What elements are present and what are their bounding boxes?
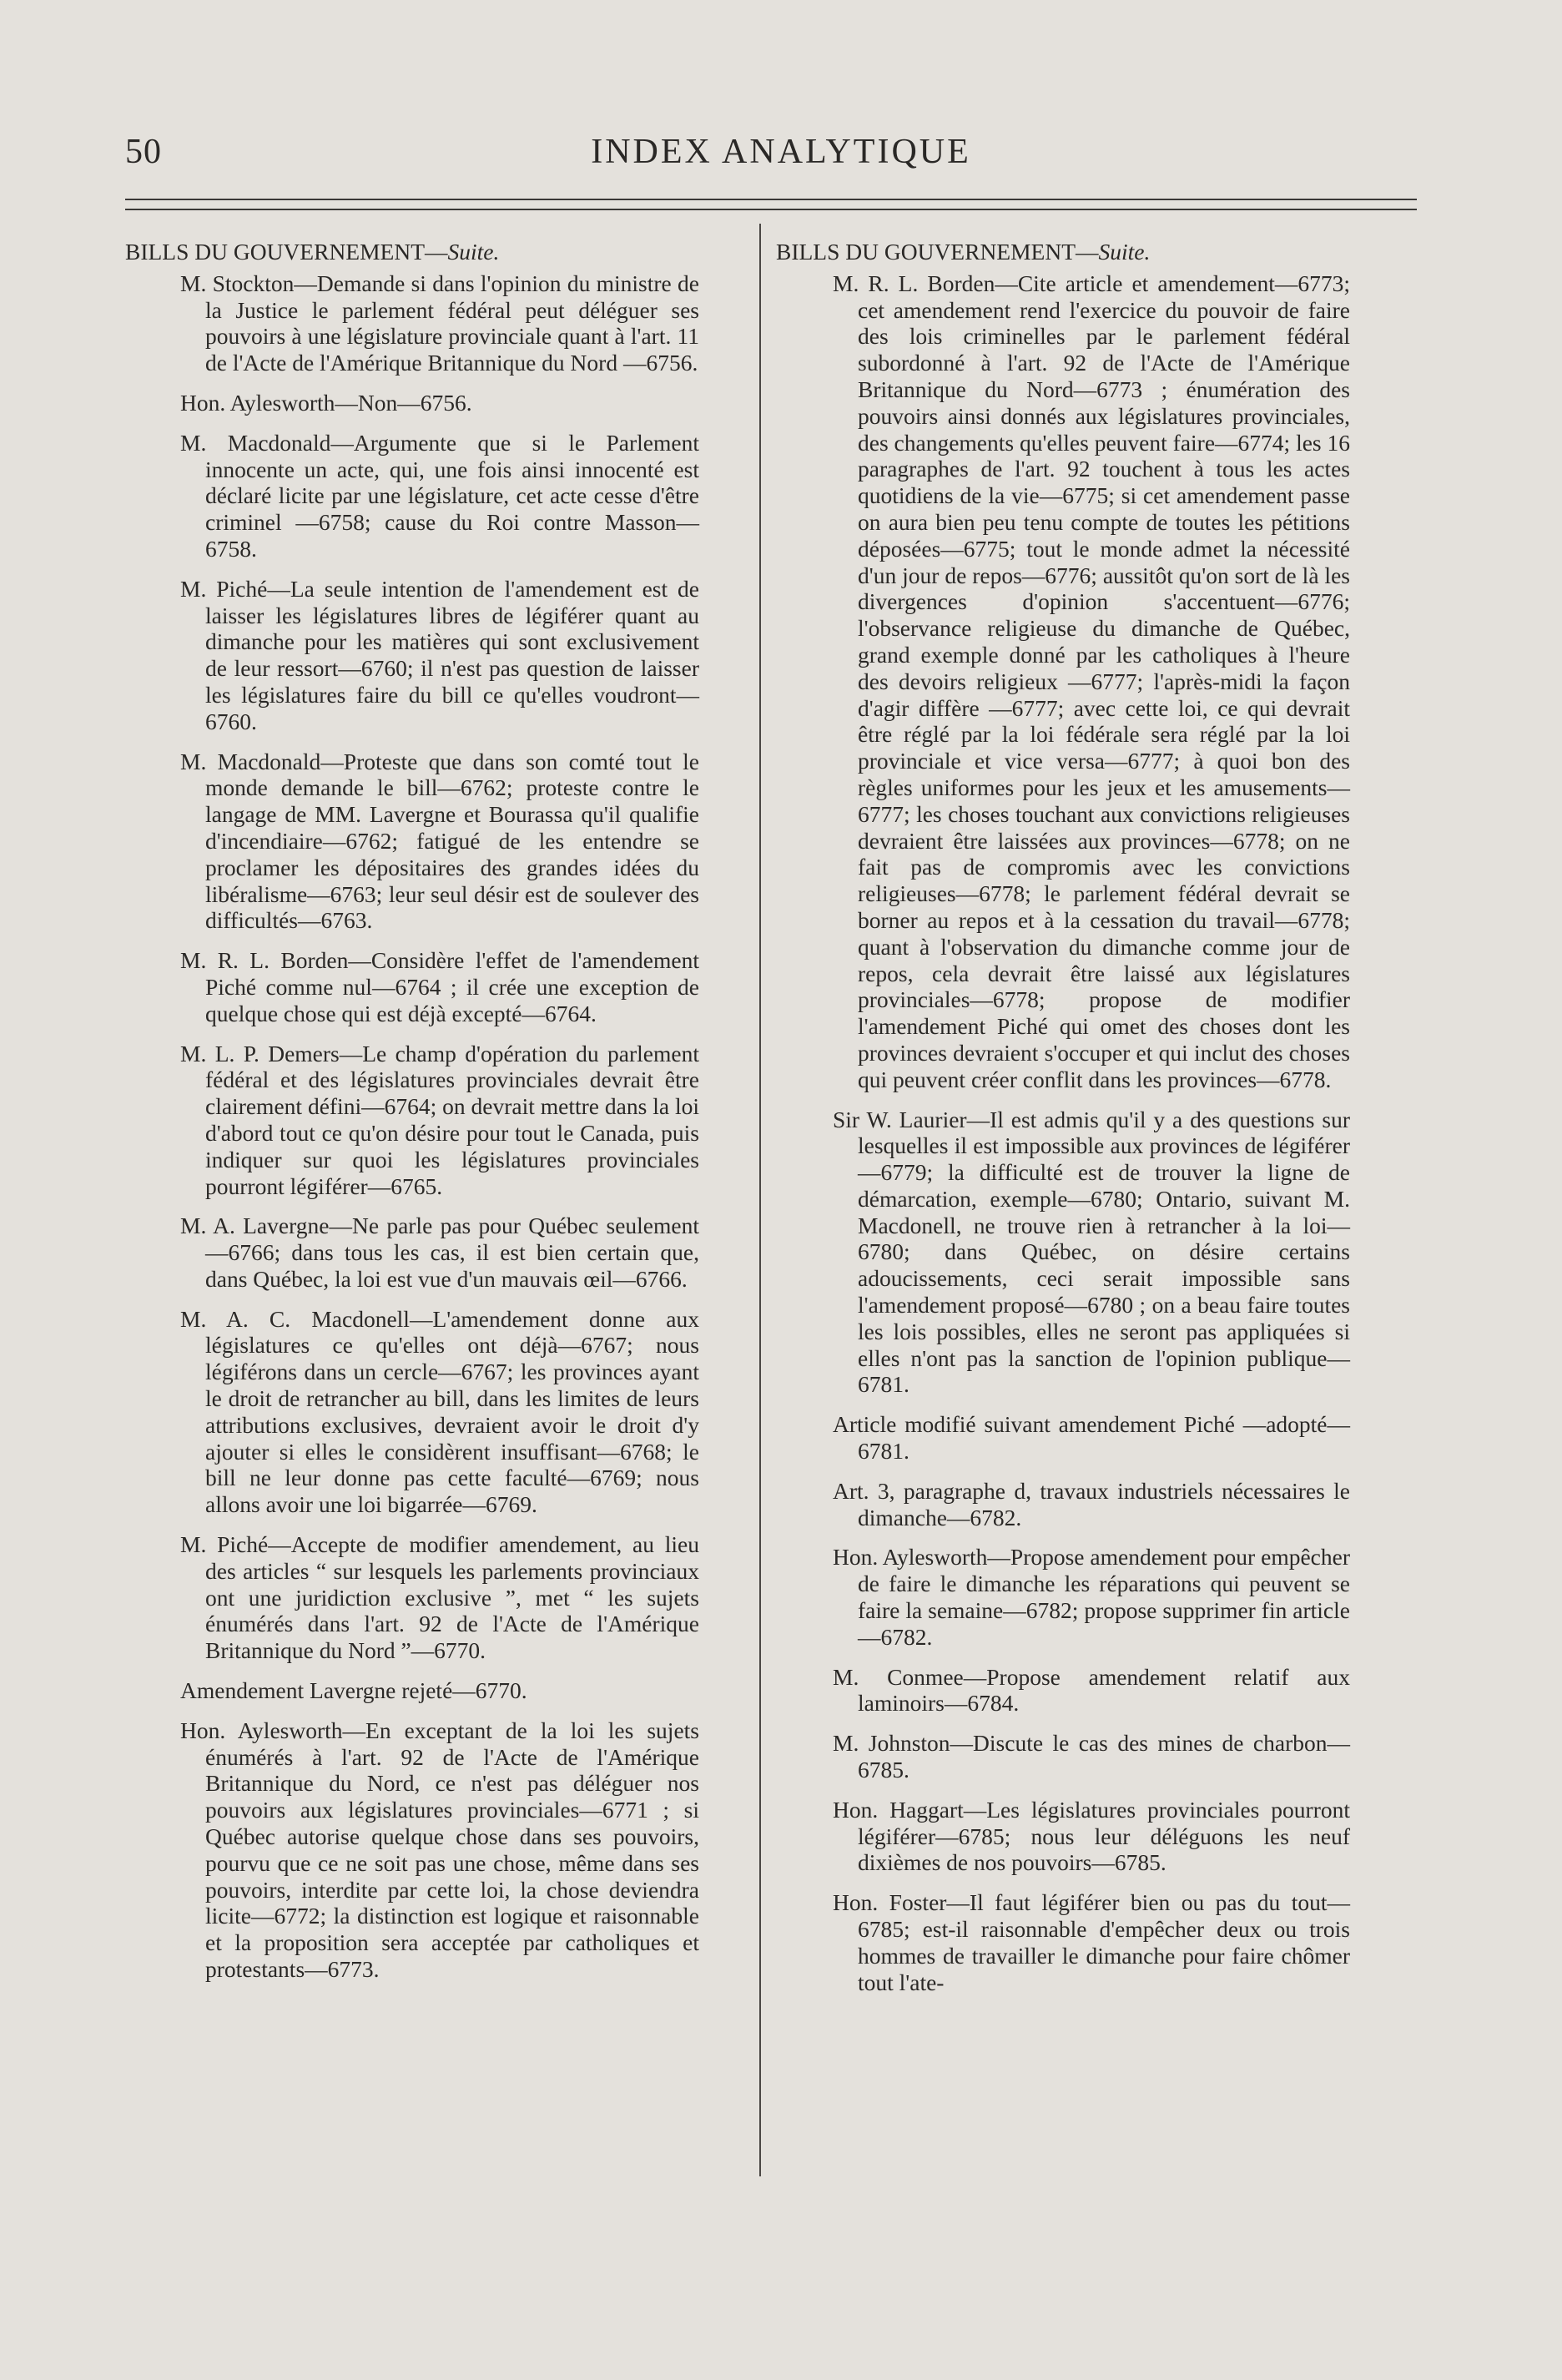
index-entry: Hon. Aylesworth—En exceptant de la loi les sujets énumérés à l'art. 92 de l'Acte de l'Amérique Britannique du Nord, ce n'est pas déléguer nos pouvoirs aux législatures provinciales—6771 ; si Québec autorise quelque chose dans ses pouvoirs, pourvu que ce ne soit pas une chose, même dans ses pouvoirs, interdite par cette loi, la chose deviendra licite—6772; la distinction est logique et raisonnable et la proposition sera acceptée par catholiques et protestants—6773. (180, 1717, 699, 1983)
index-entry: M. Conmee—Propose amendement relatif aux laminoirs—6784. (833, 1663, 1350, 1717)
index-entry: Hon. Aylesworth—Propose amendement pour empêcher de faire le dimanche les réparations qui peuvent se faire la semaine—6782; propose supprimer fin article—6782. (833, 1544, 1350, 1650)
page-number: 50 (125, 133, 162, 171)
index-entry: Hon. Haggart—Les législatures provinciales pourront légiférer—6785; nous leur déléguons les neuf dixièmes de nos pouvoirs—6785. (833, 1796, 1350, 1876)
index-entry: Sir W. Laurier—Il est admis qu'il y a des questions sur lesquelles il est impossible aux provinces de légiférer—6779; la difficulté est de trouver la ligne de démarcation, exemple—6780; Ontario, suivant M. Macdonell, ne trouve rien à retrancher à la loi—6780; dans Québec, on désire certains adoucissements, ceci serait impossible sans l'amendement proposé—6780 ; on a beau faire toutes les lois possibles, elles ne seront pas appliquées si elles n'ont pas la sanction de l'opinion publique—6781. (833, 1106, 1350, 1398)
index-entry: M. R. L. Borden—Cite article et amendement—6773; cet amendement rend l'exercice du pouvoir de faire des lois criminelles par le parlement fédéral subordonné à l'art. 92 de l'Acte de l'Amérique Britannique du Nord—6773 ; énumération des pouvoirs ainsi donnés aux législatures provinciales, des changements qu'elles peuvent faire—6774; les 16 paragraphes de l'art. 92 touchent à tous les actes quotidiens de la vie—6775; si cet amendement passe on aura bien peu tenu compte de toutes les pétitions déposées—6775; tout le monde admet la nécessité d'un jour de repos—6776; aussitôt qu'on sort de là les divergences d'opinion s'accentuent—6776; l'observance religieuse du dimanche de Québec, grand exemple donné par les catholiques à l'heure des devoirs religieux —6777; l'après-midi la façon d'agir diffère —6777; avec cette loi, ce qui devrait être réglé par la loi fédérale sera réglé par la loi provinciale et vice versa—6777; à quoi bon des règles uniformes pour les jeux et les amusements—6777; les choses touchant aux convictions religieuses devraient être laissées aux provinces—6778; on ne fait pas de compromis avec les convictions religieuses—6778; le parlement fédéral devrait se borner au repos et à la cessation du travail—6778; quant à l'observation du dimanche comme jour de repos, cela devrait être laissé aux législatures provinciales—6778; propose de modifier l'amendement Piché qui omet des choses dont les provinces devraient s'occuper et qui inclut des choses qui peuvent créer conflit dans les provinces—6778. (833, 270, 1350, 1092)
index-entry: M. Johnston—Discute le cas des mines de charbon—6785. (833, 1730, 1350, 1783)
index-entry: Art. 3, paragraphe d, travaux industriels nécessaires le dimanche—6782. (833, 1477, 1350, 1530)
index-entry: M. Macdonald—Argumente que si le Parlement innocente un acte, qui, une fois ainsi innocenté est déclaré licite par une législature, cet acte cesse d'être criminel —6758; cause du Roi contre Masson—6758. (180, 429, 699, 562)
index-entry: Hon. Aylesworth—Non—6756. (180, 389, 472, 416)
column-divider (759, 224, 761, 2176)
header-rule (125, 199, 1417, 200)
section-heading: BILLS DU GOUVERNEMENT—Suite. (776, 239, 1151, 265)
index-entry: Amendement Lavergne rejeté—6770. (180, 1677, 527, 1704)
index-entry: M. L. P. Demers—Le champ d'opération du parlement fédéral et des législatures provinciales devrait être clairement défini—6764; on devrait mettre dans la loi d'abord tout ce qu'on désire pour tout le Canada, puis indiquer sur quoi les législatures provinciales pourront légiférer—6765. (180, 1040, 699, 1199)
index-entry: M. Piché—La seule intention de l'amendement est de laisser les législatures libres de légiférer quant au dimanche pour les matières qui sont exclusivement de leur ressort—6760; il n'est pas question de laisser les législatures faire du bill ce qu'elles voudront—6760. (180, 575, 699, 734)
index-entry: Article modifié suivant amendement Piché —adopté—6781. (833, 1411, 1350, 1465)
right-column (776, 239, 1350, 2009)
index-entry: M. Macdonald—Proteste que dans son comté tout le monde demande le bill—6762; proteste contre le langage de MM. Lavergne et Bourassa qu'il qualifie d'incendiaire—6762; fatigué de les entendre se proclamer les dépositaires des grandes idées du libéralisme—6763; leur seul désir est de soulever des difficultés—6763. (180, 748, 699, 934)
index-entry: M. A. Lavergne—Ne parle pas pour Québec seulement—6766; dans tous les cas, il est bien certain que, dans Québec, la loi est vue d'un mauvais œil—6766. (180, 1213, 699, 1292)
left-column (125, 239, 699, 1996)
index-entry: M. Stockton—Demande si dans l'opinion du ministre de la Justice le parlement fédéral peut déléguer ses pouvoirs à une législature provinciale quant à l'art. 11 de l'Acte de l'Amérique Britannique du Nord —6756. (180, 270, 699, 376)
index-entry: Hon. Foster—Il faut légiférer bien ou pas du tout—6785; est-il raisonnable d'empêcher deux ou trois hommes de travailler le dimanche pour faire chômer tout l'ate- (833, 1889, 1350, 1995)
running-head-title: INDEX ANALYTIQUE (591, 133, 971, 171)
header-rule-double (125, 209, 1417, 210)
section-heading: BILLS DU GOUVERNEMENT—Suite. (125, 239, 500, 265)
index-entry: M. Piché—Accepte de modifier amendement, au lieu des articles “ sur lesquels les parlements provinciaux ont une juridiction exclusive ”, met “ les sujets énumérés dans l'art. 92 de l'Acte de l'Amérique Britannique du Nord ”—6770. (180, 1531, 699, 1664)
index-entry: M. R. L. Borden—Considère l'effet de l'amendement Piché comme nul—6764 ; il crée une exception de quelque chose qui est déjà excepté—6764. (180, 947, 699, 1026)
index-entry: M. A. C. Macdonell—L'amendement donne aux législatures ce qu'elles ont déjà—6767; nous légiférons dans un cercle—6767; les provinces ayant le droit de retrancher au bill, dans les limites de leurs attributions exclusives, devraient avoir le droit d'y ajouter si elles le considèrent insuffisant—6768; le bill ne leur donne pas cette faculté—6769; nous allons avoir une loi bigarrée—6769. (180, 1305, 699, 1518)
